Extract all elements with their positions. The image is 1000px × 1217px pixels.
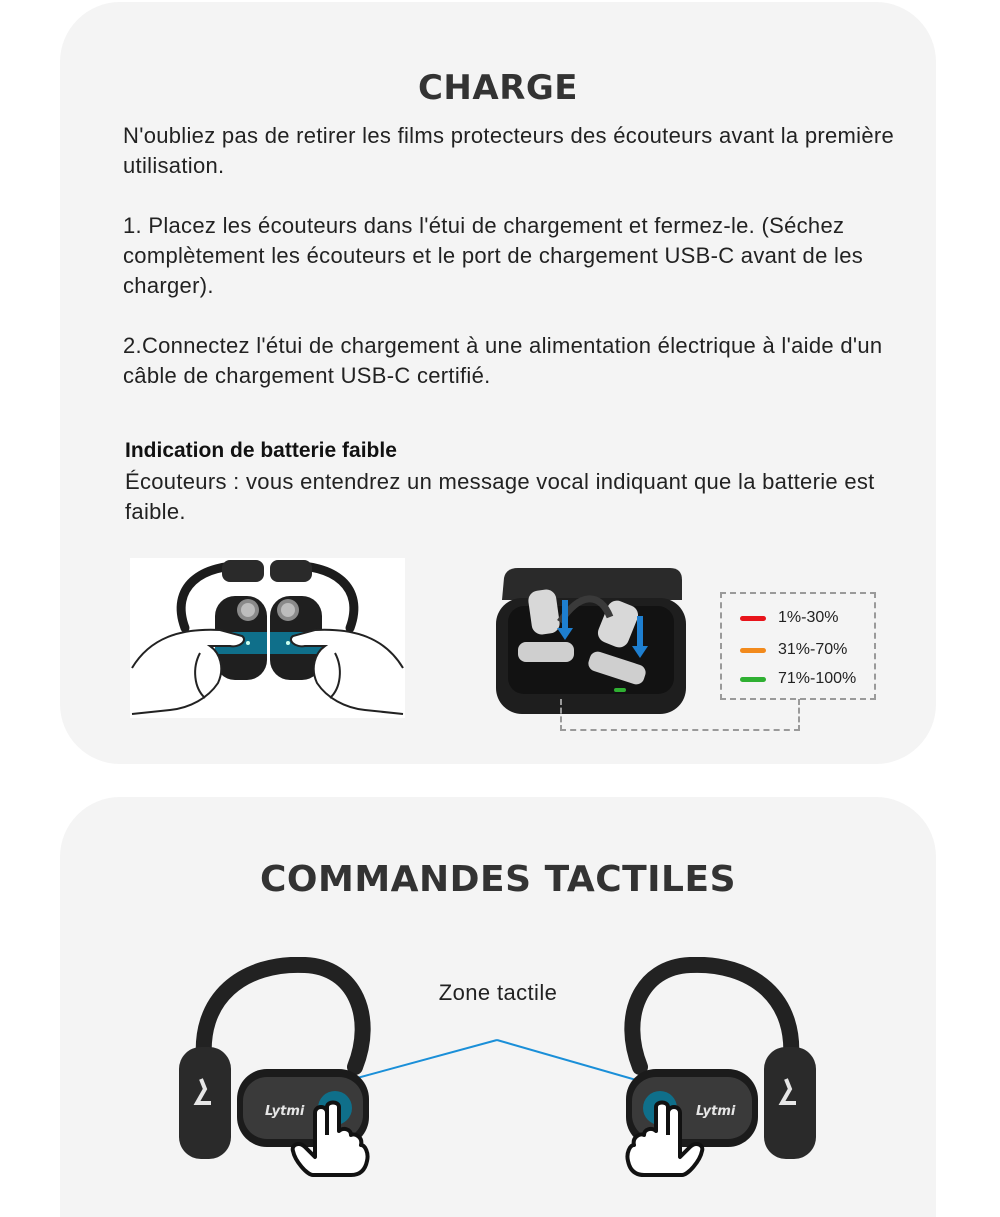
charging-case-illustration (490, 562, 690, 722)
touch-zone-label: Zone tactile (438, 980, 558, 1005)
legend-swatch-orange (740, 648, 766, 653)
legend-label: 31%-70% (778, 641, 848, 658)
legend-label: 71%-100% (778, 670, 857, 687)
charge-section (60, 2, 936, 764)
legend-label: 1%-30% (778, 609, 839, 626)
charge-step-2: 2.Connectez l'étui de chargement à une alimentation électrique à l'aide d'un câble de chargement USB-C certifié. (123, 333, 883, 388)
legend-swatch-red (740, 616, 766, 621)
legend-row-low (740, 608, 838, 628)
battery-text: Écouteurs : vous entendrez un message vocal indiquant que la batterie est faible. (125, 469, 875, 524)
right-earbud-illustration (590, 957, 820, 1177)
charge-intro-text: N'oubliez pas de retirer les films protecteurs des écouteurs avant la première utilisation. (123, 123, 895, 178)
brand-label: Lytmi (696, 1104, 736, 1119)
touch-controls-section (60, 797, 936, 1217)
earbuds-hands-illustration (130, 558, 405, 718)
left-earbud-illustration (175, 957, 405, 1177)
battery-legend (720, 592, 876, 700)
legend-swatch-green (740, 677, 766, 682)
legend-row-high (740, 669, 856, 689)
brand-label: Lytmi (265, 1104, 305, 1119)
charge-step-1: 1. Placez les écouteurs dans l'étui de chargement et fermez-le. (Séchez complètement les écouteurs et le port de chargement USB-C avant de les charger). (123, 213, 864, 298)
legend-connector (560, 699, 800, 731)
touch-title: COMMANDES TACTILES (259, 859, 737, 900)
battery-heading: Indication de batterie faible (125, 439, 397, 462)
legend-row-mid (740, 640, 847, 660)
charge-title: CHARGE (417, 68, 579, 108)
